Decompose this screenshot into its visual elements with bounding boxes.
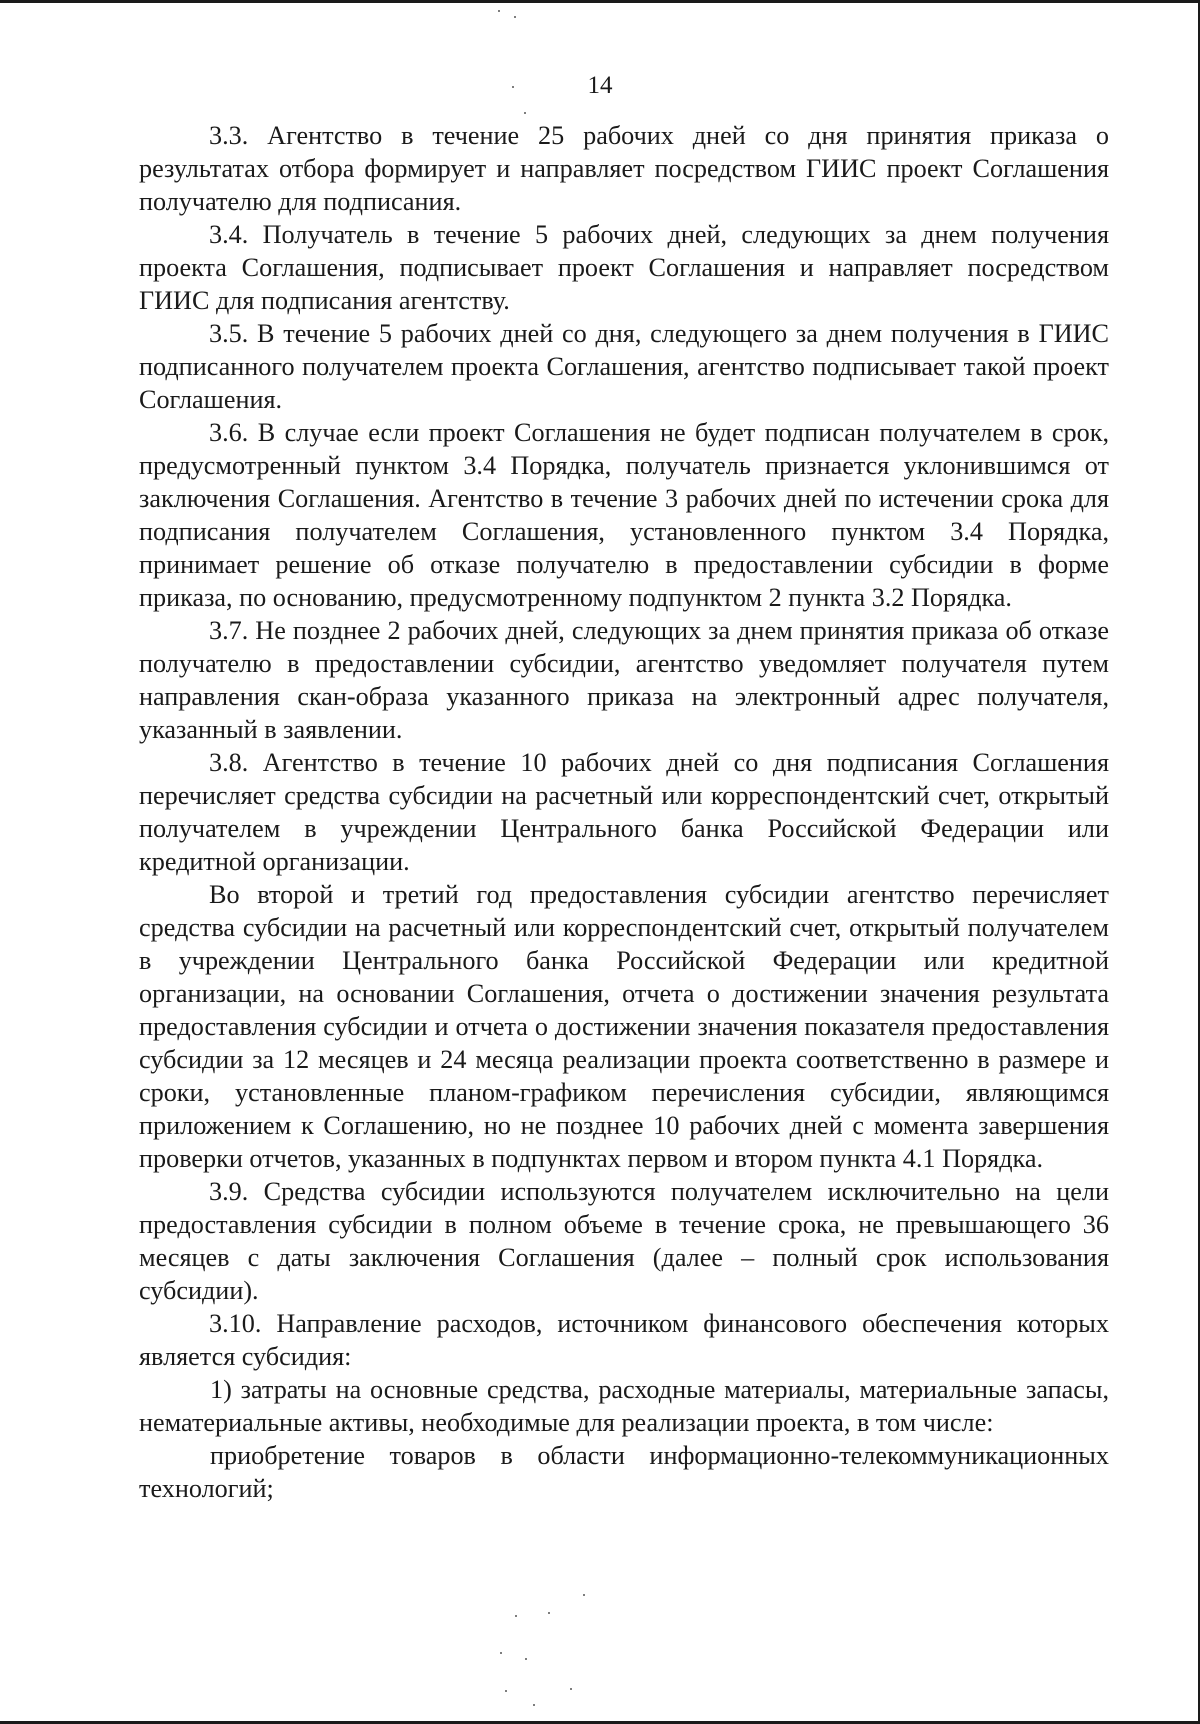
list-item-1: 1) затраты на основные средства, расходные материалы, материальные запасы, нематериальные активы, необходимые для реализации проекта, в том числе:: [139, 1375, 1109, 1437]
paragraph-3-9: 3.9. Средства субсидии используются получателем исключительно на цели предоставления субсидии в полном объеме в течение срока, не превышающего 36 месяцев с даты заключения Соглашения (далее – полный срок использования субсидии).: [139, 1177, 1109, 1305]
scan-edge-top: [0, 0, 1200, 3]
paragraph-3-7: 3.7. Не позднее 2 рабочих дней, следующих за днем принятия приказа об отказе получателю в предоставлении субсидии, агентство уведомляет получателя путем направления скан-образа указанного приказа на электронный адрес получателя, указанный в заявлении.: [139, 616, 1109, 744]
page-number: 14: [587, 72, 613, 99]
paragraph-3-8: 3.8. Агентство в течение 10 рабочих дней со дня подписания Соглашения перечисляет средства субсидии на расчетный или корреспондентский счет, открытый получателем в учреждении Центрального банка Российской Федерации или кредитной организации.: [139, 748, 1109, 876]
paragraph-3-5: 3.5. В течение 5 рабочих дней со дня, следующего за днем получения в ГИИС подписанного получателем проекта Соглашения, агентство подписывает такой проект Соглашения.: [139, 319, 1109, 414]
paragraph-3-8-continued: Во второй и третий год предоставления субсидии агентство перечисляет средства субсидии на расчетный или корреспондентский счет, открытый получателем в учреждении Центрального банка Российской Федерации или кредитной организации, на основании Соглашения, отчета о достижении значения результата предоставления субсидии и отчета о достижении значения показателя предоставления субсидии за 12 месяцев и 24 месяца реализации проекта соответственно в размере и сроки, установленные планом-графиком перечисления субсидии, являющимся приложением к Соглашению, но не позднее 10 рабочих дней с момента завершения проверки отчетов, указанных в подпунктах первом и втором пункта 4.1 Порядка.: [139, 880, 1109, 1173]
paragraph-3-3: 3.3. Агентство в течение 25 рабочих дней со дня принятия приказа о результатах отбора формирует и направляет посредством ГИИС проект Соглашения получателю для подписания.: [139, 121, 1109, 216]
paragraph-3-4: 3.4. Получатель в течение 5 рабочих дней, следующих за днем получения проекта Соглашения, подписывает проект Соглашения и направляет посредством ГИИС для подписания агентству.: [139, 220, 1109, 315]
list-subitem: приобретение товаров в области информационно-телекоммуникационных технологий;: [139, 1441, 1109, 1503]
paragraph-3-10: 3.10. Направление расходов, источником финансового обеспечения которых является субсидия:: [139, 1309, 1109, 1371]
paragraph-3-6: 3.6. В случае если проект Соглашения не будет подписан получателем в срок, предусмотренный пунктом 3.4 Порядка, получатель признается уклонившимся от заключения Соглашения. Агентство в течение 3 рабочих дней по истечении срока для подписания получателем Соглашения, установленного пунктом 3.4 Порядка, принимает решение об отказе получателю в предоставлении субсидии в форме приказа, по основанию, предусмотренному подпунктом 2 пункта 3.2 Порядка.: [139, 418, 1109, 612]
document-body: [139, 119, 1109, 1505]
